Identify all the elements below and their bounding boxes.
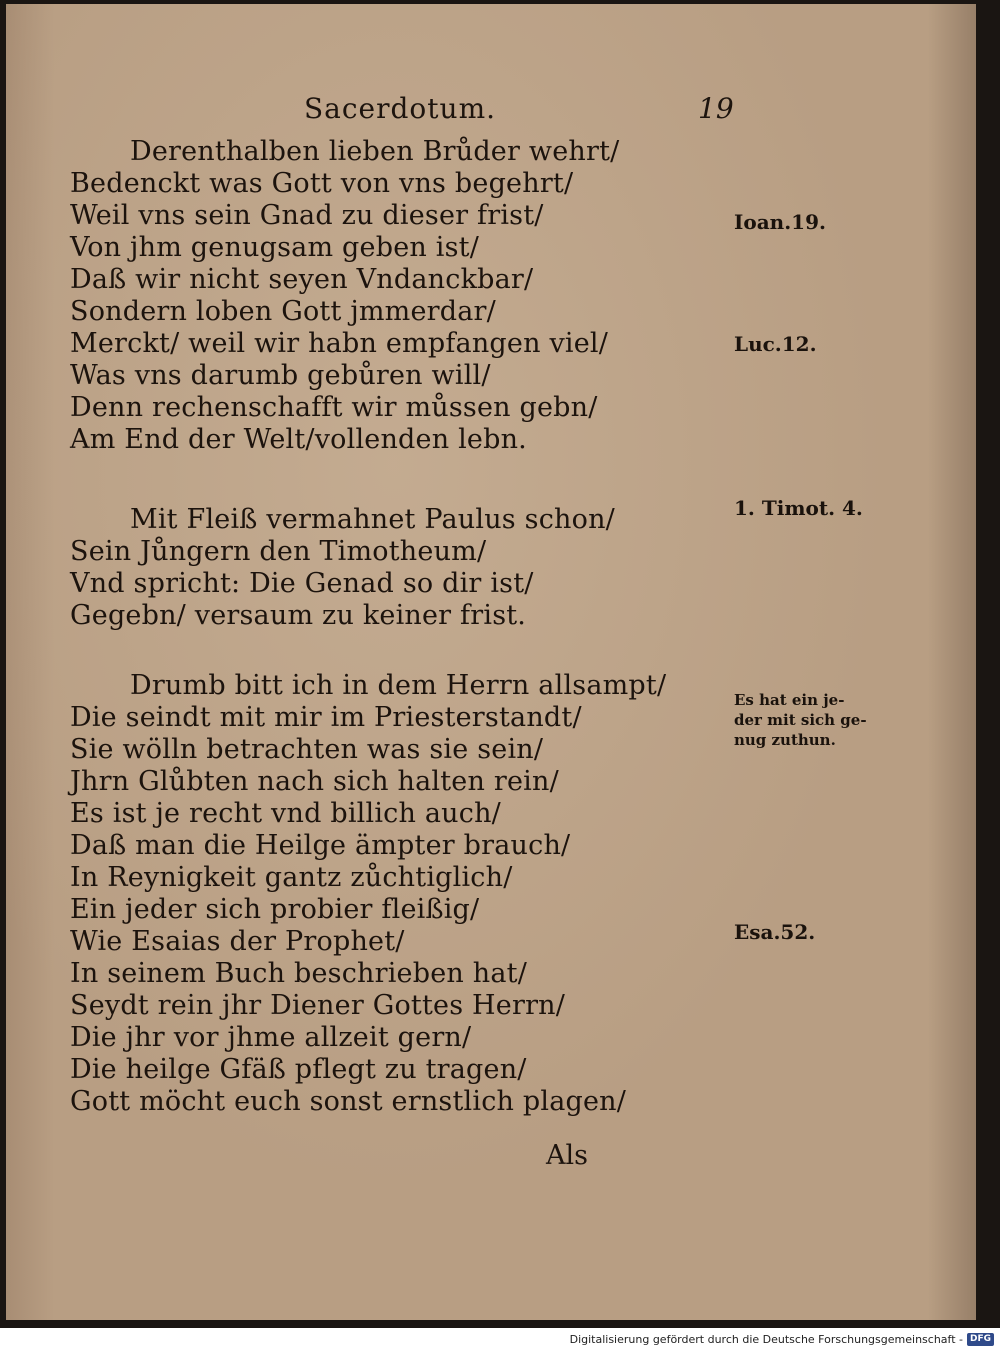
verse-line: Sein Jůngern den Timotheum/ (70, 536, 487, 567)
verse-line: Denn rechenschafft wir můssen gebn/ (70, 392, 598, 423)
verse-line: Vnd spricht: Die Genad so dir ist/ (70, 568, 534, 599)
catchword: Als (546, 1140, 588, 1171)
verse-line: Sie wölln betrachten was sie sein/ (70, 734, 544, 765)
margin-note-luc: Luc.12. (734, 332, 817, 356)
margin-note-timot: 1. Timot. 4. (734, 496, 863, 520)
dfg-logo-icon: DFG (967, 1333, 994, 1346)
book-page (6, 4, 976, 1320)
verse-line: Die heilge Gfäß pflegt zu tragen/ (70, 1054, 527, 1085)
margin-note-ioan: Ioan.19. (734, 210, 826, 234)
verse-line: Es ist je recht vnd billich auch/ (70, 798, 501, 829)
verse-line: Die seindt mit mir im Priesterstandt/ (70, 702, 582, 733)
verse-line: Ein jeder sich probier fleißig/ (70, 894, 480, 925)
verse-line: Weil vns sein Gnad zu dieser frist/ (70, 200, 544, 231)
margin-note-esa: Esa.52. (734, 920, 816, 944)
verse-line: Gegebn/ versaum zu keiner frist. (70, 600, 527, 631)
verse-line: Daß man die Heilge ämpter brauch/ (70, 830, 571, 861)
verse-stanza-1 (70, 136, 690, 456)
verse-line: Gott möcht euch sonst ernstlich plagen/ (70, 1086, 627, 1117)
verse-line: Von jhm genugsam geben ist/ (70, 232, 479, 263)
verse-line: Mit Fleiß vermahnet Paulus schon/ (130, 504, 615, 535)
verse-line: In Reynigkeit gantz zůchtiglich/ (70, 862, 513, 893)
verse-line: Was vns darumb gebůren will/ (70, 360, 491, 391)
verse-line: Daß wir nicht seyen Vndanckbar/ (70, 264, 534, 295)
verse-stanza-3 (70, 670, 690, 1118)
page-number: 19 (698, 92, 734, 125)
gloss-line: Es hat ein je- (734, 691, 845, 709)
verse-line: Sondern loben Gott jmmerdar/ (70, 296, 496, 327)
verse-line: Drumb bitt ich in dem Herrn allsampt/ (130, 670, 667, 701)
verse-stanza-2 (70, 504, 690, 632)
running-head: Sacerdotum. (304, 92, 497, 125)
verse-line: Bedenckt was Gott von vns begehrt/ (70, 168, 574, 199)
footer-credit: Digitalisierung gefördert durch die Deutsche Forschungsgemeinschaft - (569, 1333, 963, 1346)
digitization-footer (570, 1333, 994, 1346)
gloss-line: nug zuthun. (734, 731, 836, 749)
verse-line: Am End der Welt/vollenden lebn. (70, 424, 527, 455)
verse-line: Merckt/ weil wir habn empfangen viel/ (70, 328, 609, 359)
verse-line: In seinem Buch beschrieben hat/ (70, 958, 527, 989)
verse-line: Jhrn Glůbten nach sich halten rein/ (70, 766, 559, 797)
gloss-line: der mit sich ge- (734, 711, 867, 729)
verse-line: Seydt rein jhr Diener Gottes Herrn/ (70, 990, 566, 1021)
verse-line: Derenthalben lieben Brůder wehrt/ (130, 136, 620, 167)
verse-line: Die jhr vor jhme allzeit gern/ (70, 1022, 472, 1053)
verse-line: Wie Esaias der Prophet/ (70, 926, 405, 957)
margin-note-gloss (734, 690, 884, 750)
